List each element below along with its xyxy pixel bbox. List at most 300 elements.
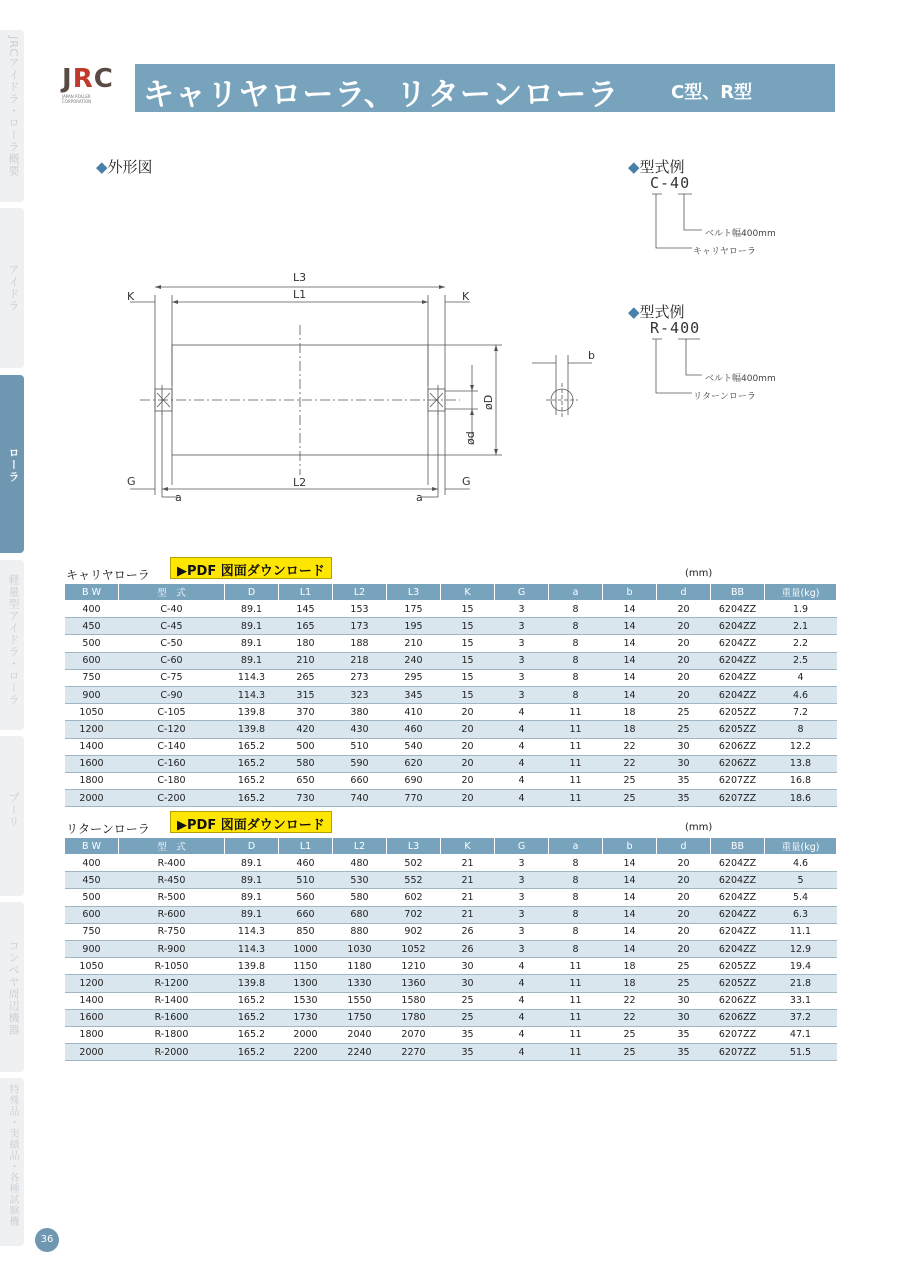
column-header: b <box>603 838 657 855</box>
table-cell: 18 <box>603 721 657 738</box>
table-cell: 580 <box>333 889 387 906</box>
table-cell: 6204ZZ <box>711 652 765 669</box>
table-cell: 430 <box>333 721 387 738</box>
column-header: a <box>549 838 603 855</box>
table-cell: 89.1 <box>225 635 279 652</box>
table-cell: C-90 <box>119 686 225 703</box>
table-header-row <box>65 838 837 855</box>
table-cell: C-75 <box>119 669 225 686</box>
carrier-pdf-download-button[interactable]: ▶PDF 図面ダウンロード <box>170 557 332 579</box>
table-header-row <box>65 584 837 601</box>
column-header: d <box>657 584 711 601</box>
table-cell: 1150 <box>279 958 333 975</box>
dim-g-left: G <box>127 475 136 488</box>
table-cell: 1180 <box>333 958 387 975</box>
table-cell: 8 <box>549 906 603 923</box>
table-cell: 89.1 <box>225 601 279 618</box>
table-cell: 35 <box>441 1044 495 1061</box>
table-cell: 1780 <box>387 1009 441 1026</box>
table-cell: 600 <box>65 906 119 923</box>
table-cell: R-1600 <box>119 1009 225 1026</box>
table-cell: 22 <box>603 755 657 772</box>
table-cell: 2200 <box>279 1044 333 1061</box>
table-cell: R-1050 <box>119 958 225 975</box>
table-row <box>65 721 837 738</box>
table-row <box>65 755 837 772</box>
table-cell: 4 <box>495 704 549 721</box>
column-header: BB <box>711 584 765 601</box>
table-cell: 1750 <box>333 1009 387 1026</box>
table-cell: 14 <box>603 940 657 957</box>
side-tab-label: JRCアイドラ・ローラ概要 <box>7 36 20 178</box>
table-cell: 2.1 <box>765 618 837 635</box>
table-cell: 1580 <box>387 992 441 1009</box>
table-cell: 25 <box>603 790 657 807</box>
table-row <box>65 652 837 669</box>
table-cell: 4 <box>495 772 549 789</box>
model-example-code: R-400 <box>650 319 701 337</box>
table-cell: 560 <box>279 889 333 906</box>
table-cell: 1210 <box>387 958 441 975</box>
table-cell: 420 <box>279 721 333 738</box>
table-cell: 114.3 <box>225 669 279 686</box>
column-header: b <box>603 584 657 601</box>
table-cell: 218 <box>333 652 387 669</box>
table-cell: 4 <box>495 721 549 738</box>
table-cell: 165.2 <box>225 755 279 772</box>
table-cell: 3 <box>495 889 549 906</box>
table-cell: C-180 <box>119 772 225 789</box>
table-cell: 6204ZZ <box>711 906 765 923</box>
table-cell: 11 <box>549 1009 603 1026</box>
column-header: 型 式 <box>119 584 225 601</box>
table-cell: 139.8 <box>225 721 279 738</box>
table-cell: 47.1 <box>765 1026 837 1043</box>
table-cell: 4 <box>495 738 549 755</box>
table-cell: 11 <box>549 721 603 738</box>
table-cell: 3 <box>495 906 549 923</box>
table-cell: 5.4 <box>765 889 837 906</box>
table-cell: 37.2 <box>765 1009 837 1026</box>
outline-drawing <box>100 265 720 505</box>
table-cell: 6206ZZ <box>711 738 765 755</box>
table-cell: 6204ZZ <box>711 872 765 889</box>
table-cell: 165.2 <box>225 1026 279 1043</box>
table-cell: 740 <box>333 790 387 807</box>
column-header: G <box>495 584 549 601</box>
table-cell: 1400 <box>65 738 119 755</box>
table-cell: 295 <box>387 669 441 686</box>
column-header: B W <box>65 584 119 601</box>
side-tab-label: 特殊品・実績品・各種試験機 <box>7 1084 18 1227</box>
table-cell: R-450 <box>119 872 225 889</box>
table-cell: 14 <box>603 686 657 703</box>
table-cell: 2000 <box>279 1026 333 1043</box>
dim-l3: L3 <box>293 271 307 284</box>
table-cell: 1050 <box>65 704 119 721</box>
table-cell: C-45 <box>119 618 225 635</box>
table-cell: 30 <box>657 755 711 772</box>
table-cell: 20 <box>657 923 711 940</box>
table-row <box>65 601 837 618</box>
table-cell: 510 <box>279 872 333 889</box>
model-note-belt: ベルト幅400mm <box>705 229 776 239</box>
diamond-icon: ◆ <box>628 158 640 176</box>
table-cell: 20 <box>657 618 711 635</box>
table-row <box>65 1044 837 1061</box>
model-note-type: リターンローラ <box>693 392 756 402</box>
table-cell: 590 <box>333 755 387 772</box>
logo-mark: JRC <box>62 64 114 94</box>
column-header: B W <box>65 838 119 855</box>
table-cell: 2.2 <box>765 635 837 652</box>
table-cell: 3 <box>495 669 549 686</box>
table-cell: 2.5 <box>765 652 837 669</box>
table-cell: 690 <box>387 772 441 789</box>
table-cell: 3 <box>495 940 549 957</box>
table-cell: 15 <box>441 635 495 652</box>
table-cell: 89.1 <box>225 855 279 872</box>
table-cell: 11 <box>549 975 603 992</box>
side-tab-conveyor[interactable] <box>0 902 24 1072</box>
table-cell: 902 <box>387 923 441 940</box>
table-cell: 11 <box>549 772 603 789</box>
table-cell: 25 <box>441 992 495 1009</box>
table-cell: 1600 <box>65 1009 119 1026</box>
column-header: L1 <box>279 838 333 855</box>
table-cell: 500 <box>65 889 119 906</box>
table-cell: 3 <box>495 923 549 940</box>
table-cell: 6204ZZ <box>711 923 765 940</box>
table-cell: 4 <box>495 1044 549 1061</box>
table-cell: 11 <box>549 704 603 721</box>
table-cell: 30 <box>441 975 495 992</box>
table-cell: R-400 <box>119 855 225 872</box>
table-cell: 4 <box>495 1026 549 1043</box>
table-cell: 14 <box>603 906 657 923</box>
return-pdf-download-button[interactable]: ▶PDF 図面ダウンロード <box>170 811 332 833</box>
table-cell: 20 <box>657 652 711 669</box>
table-cell: 2000 <box>65 1044 119 1061</box>
table-cell: 1550 <box>333 992 387 1009</box>
table-row <box>65 635 837 652</box>
side-tab-overview[interactable] <box>0 30 24 202</box>
return-unit: (mm) <box>685 822 713 833</box>
table-row <box>65 855 837 872</box>
table-row <box>65 906 837 923</box>
table-row <box>65 669 837 686</box>
model-example-code: C-40 <box>650 174 691 192</box>
table-row <box>65 772 837 789</box>
page-number: 36 <box>35 1228 59 1252</box>
table-cell: 380 <box>333 704 387 721</box>
table-cell: 8 <box>549 669 603 686</box>
column-header: 重量(kg) <box>765 838 837 855</box>
table-cell: 323 <box>333 686 387 703</box>
table-cell: 1000 <box>279 940 333 957</box>
table-cell: 165.2 <box>225 1044 279 1061</box>
carrier-unit: (mm) <box>685 568 713 579</box>
table-cell: 1200 <box>65 975 119 992</box>
table-cell: 4 <box>495 790 549 807</box>
table-row <box>65 923 837 940</box>
table-cell: C-200 <box>119 790 225 807</box>
table-cell: 14 <box>603 923 657 940</box>
column-header: d <box>657 838 711 855</box>
table-cell: R-2000 <box>119 1044 225 1061</box>
table-cell: 4.6 <box>765 855 837 872</box>
table-cell: 11 <box>549 1044 603 1061</box>
table-row <box>65 975 837 992</box>
table-row <box>65 686 837 703</box>
side-tab-label: アイドラ <box>7 264 20 312</box>
logo-subtext: JAPAN ROLLER CORPORATION <box>62 94 92 104</box>
table-cell: R-500 <box>119 889 225 906</box>
side-tab-light-idler[interactable] <box>0 560 24 730</box>
table-cell: 500 <box>65 635 119 652</box>
table-cell: 2240 <box>333 1044 387 1061</box>
table-cell: 25 <box>603 1044 657 1061</box>
table-cell: 3 <box>495 686 549 703</box>
table-cell: R-900 <box>119 940 225 957</box>
table-cell: 3 <box>495 652 549 669</box>
model-example-label: ◆型式例 <box>628 303 685 321</box>
diamond-icon: ◆ <box>628 303 640 321</box>
table-cell: 173 <box>333 618 387 635</box>
table-cell: 3 <box>495 635 549 652</box>
table-cell: 21.8 <box>765 975 837 992</box>
table-cell: 20 <box>657 601 711 618</box>
table-cell: 210 <box>279 652 333 669</box>
column-header: a <box>549 584 603 601</box>
table-cell: 240 <box>387 652 441 669</box>
table-cell: 11 <box>549 1026 603 1043</box>
side-tab-special[interactable] <box>0 1078 24 1246</box>
table-row <box>65 618 837 635</box>
table-cell: 20 <box>657 855 711 872</box>
table-cell: 5 <box>765 872 837 889</box>
table-cell: 30 <box>657 738 711 755</box>
table-cell: 22 <box>603 992 657 1009</box>
table-cell: 450 <box>65 618 119 635</box>
table-cell: 20 <box>657 906 711 923</box>
column-header: D <box>225 838 279 855</box>
table-cell: 370 <box>279 704 333 721</box>
table-cell: 30 <box>657 1009 711 1026</box>
side-tab-roller[interactable] <box>0 375 24 553</box>
table-cell: 195 <box>387 618 441 635</box>
table-cell: 19.4 <box>765 958 837 975</box>
table-cell: 11.1 <box>765 923 837 940</box>
table-row <box>65 790 837 807</box>
table-cell: 13.8 <box>765 755 837 772</box>
table-cell: 880 <box>333 923 387 940</box>
table-cell: 6205ZZ <box>711 958 765 975</box>
table-row <box>65 738 837 755</box>
table-cell: 750 <box>65 669 119 686</box>
table-cell: 1400 <box>65 992 119 1009</box>
table-cell: 850 <box>279 923 333 940</box>
table-cell: 25 <box>657 958 711 975</box>
table-cell: 14 <box>603 872 657 889</box>
table-cell: 165.2 <box>225 790 279 807</box>
table-cell: 14 <box>603 635 657 652</box>
table-cell: 26 <box>441 923 495 940</box>
dim-a-left: a <box>175 491 182 504</box>
title-bar <box>135 64 835 112</box>
table-cell: C-120 <box>119 721 225 738</box>
table-cell: 8 <box>549 940 603 957</box>
table-cell: 460 <box>387 721 441 738</box>
side-tab-label: 軽量型アイドラ・ローラ <box>7 574 20 706</box>
table-cell: 2270 <box>387 1044 441 1061</box>
table-cell: 114.3 <box>225 940 279 957</box>
table-cell: 1800 <box>65 772 119 789</box>
table-cell: 540 <box>387 738 441 755</box>
table-cell: 730 <box>279 790 333 807</box>
table-cell: 14 <box>603 618 657 635</box>
column-header: L2 <box>333 584 387 601</box>
side-tab-pulley[interactable] <box>0 736 24 896</box>
return-spec-table <box>64 837 837 1061</box>
table-cell: 8 <box>549 923 603 940</box>
table-row <box>65 1009 837 1026</box>
table-cell: 4 <box>495 975 549 992</box>
carrier-table-title: キャリヤローラ <box>66 568 150 582</box>
table-cell: 1730 <box>279 1009 333 1026</box>
table-cell: 702 <box>387 906 441 923</box>
table-cell: 11 <box>549 992 603 1009</box>
table-cell: 6206ZZ <box>711 755 765 772</box>
table-cell: 552 <box>387 872 441 889</box>
table-cell: 6207ZZ <box>711 772 765 789</box>
table-cell: 8 <box>765 721 837 738</box>
page-subtitle: C型、R型 <box>671 82 753 103</box>
table-cell: 15 <box>441 652 495 669</box>
table-cell: 450 <box>65 872 119 889</box>
model-note-belt: ベルト幅400mm <box>705 374 776 384</box>
table-cell: 6207ZZ <box>711 1026 765 1043</box>
table-cell: 15 <box>441 601 495 618</box>
table-cell: 89.1 <box>225 889 279 906</box>
column-header: 重量(kg) <box>765 584 837 601</box>
table-cell: 8 <box>549 855 603 872</box>
table-cell: 1330 <box>333 975 387 992</box>
table-cell: 2070 <box>387 1026 441 1043</box>
table-cell: 180 <box>279 635 333 652</box>
table-cell: 4.6 <box>765 686 837 703</box>
dim-l2: L2 <box>293 476 307 489</box>
table-cell: 210 <box>387 635 441 652</box>
table-cell: C-60 <box>119 652 225 669</box>
table-cell: 6204ZZ <box>711 618 765 635</box>
table-cell: 18.6 <box>765 790 837 807</box>
side-tab-label: ローラ <box>7 447 20 483</box>
table-cell: 6204ZZ <box>711 669 765 686</box>
table-cell: 114.3 <box>225 923 279 940</box>
table-cell: 1530 <box>279 992 333 1009</box>
table-cell: 2040 <box>333 1026 387 1043</box>
column-header: 型 式 <box>119 838 225 855</box>
table-cell: 35 <box>657 772 711 789</box>
table-cell: 15 <box>441 686 495 703</box>
table-cell: 18 <box>603 704 657 721</box>
table-cell: 345 <box>387 686 441 703</box>
table-cell: 14 <box>603 889 657 906</box>
table-cell: 6204ZZ <box>711 635 765 652</box>
side-tab-idler[interactable] <box>0 208 24 368</box>
table-cell: 3 <box>495 872 549 889</box>
table-cell: 21 <box>441 906 495 923</box>
table-cell: 8 <box>549 635 603 652</box>
table-cell: 15 <box>441 618 495 635</box>
model-example-label: ◆型式例 <box>628 158 685 176</box>
table-cell: 580 <box>279 755 333 772</box>
table-cell: 8 <box>549 872 603 889</box>
table-cell: 770 <box>387 790 441 807</box>
column-header: K <box>441 584 495 601</box>
table-row <box>65 940 837 957</box>
outline-label: ◆外形図 <box>96 158 153 176</box>
column-header: G <box>495 838 549 855</box>
dim-g-right: G <box>462 475 471 488</box>
table-cell: 4 <box>495 992 549 1009</box>
table-cell: 139.8 <box>225 704 279 721</box>
dim-b: b <box>588 349 595 362</box>
table-cell: 11 <box>549 738 603 755</box>
table-cell: 1800 <box>65 1026 119 1043</box>
table-cell: 3 <box>495 618 549 635</box>
table-cell: R-1400 <box>119 992 225 1009</box>
table-cell: 12.2 <box>765 738 837 755</box>
logo <box>62 64 120 112</box>
table-cell: 8 <box>549 601 603 618</box>
table-cell: 20 <box>441 738 495 755</box>
table-cell: 8 <box>549 686 603 703</box>
table-cell: 114.3 <box>225 686 279 703</box>
table-cell: 165.2 <box>225 772 279 789</box>
table-cell: 6207ZZ <box>711 1044 765 1061</box>
table-cell: 4 <box>495 755 549 772</box>
table-row <box>65 1026 837 1043</box>
table-cell: 30 <box>657 992 711 1009</box>
table-cell: 6205ZZ <box>711 721 765 738</box>
table-cell: 660 <box>333 772 387 789</box>
table-cell: 20 <box>441 721 495 738</box>
column-header: L1 <box>279 584 333 601</box>
table-cell: 25 <box>657 704 711 721</box>
table-cell: 175 <box>387 601 441 618</box>
table-cell: 20 <box>441 790 495 807</box>
table-cell: 400 <box>65 855 119 872</box>
table-cell: 165.2 <box>225 1009 279 1026</box>
table-cell: 6204ZZ <box>711 601 765 618</box>
table-cell: 20 <box>657 635 711 652</box>
column-header: K <box>441 838 495 855</box>
table-cell: 35 <box>657 790 711 807</box>
table-cell: 6204ZZ <box>711 686 765 703</box>
table-cell: 900 <box>65 686 119 703</box>
table-cell: 3 <box>495 855 549 872</box>
table-cell: 410 <box>387 704 441 721</box>
table-cell: 165 <box>279 618 333 635</box>
table-cell: 460 <box>279 855 333 872</box>
table-cell: 6204ZZ <box>711 889 765 906</box>
column-header: BB <box>711 838 765 855</box>
table-cell: 1030 <box>333 940 387 957</box>
table-cell: 11 <box>549 755 603 772</box>
table-cell: 51.5 <box>765 1044 837 1061</box>
